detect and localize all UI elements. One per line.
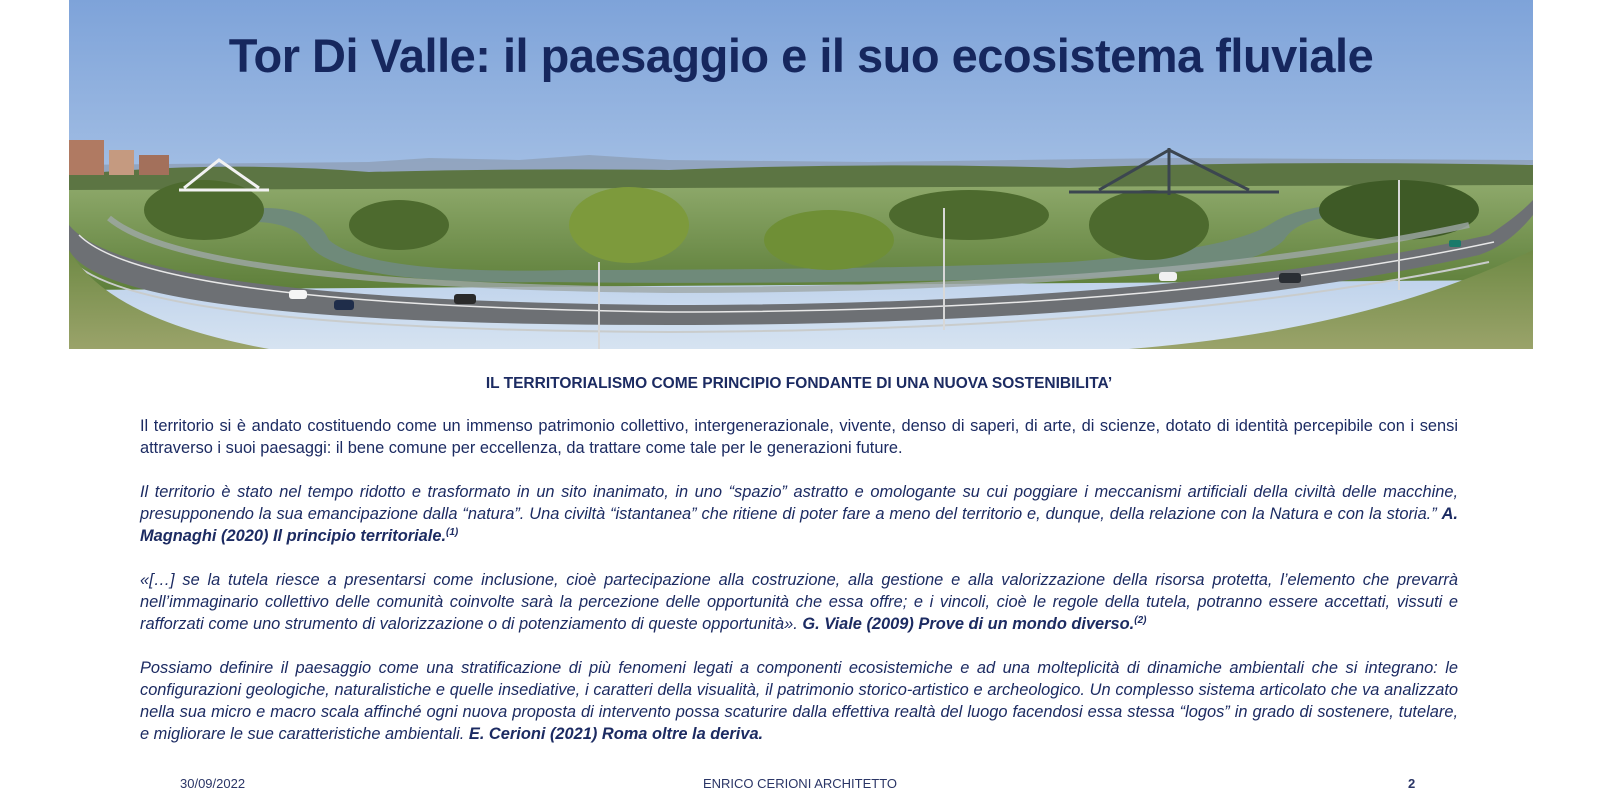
section-heading: IL TERRITORIALISMO COME PRINCIPIO FONDANTE DI UNA NUOVA SOSTENIBILITA’ xyxy=(485,375,1113,392)
footnote-marker-1: (1) xyxy=(446,527,459,538)
quote-magnaghi xyxy=(140,481,1458,547)
page-number: 2 xyxy=(1408,776,1416,791)
footer-author: ENRICO CERIONI ARCHITETTO xyxy=(702,776,898,791)
quote-viale-text: «[…] se la tutela riesce a presentarsi come inclusione, cioè partecipazione alla costruzione, alla gestione e alla valorizzazione della risorsa protetta, l’elemento che prevarrà nell’immaginario collettivo delle comunità coinvolte sarà la percezione delle opportunità che essa offre; e i vincoli, cioè le regole della tutela, potranno essere accettati, vissuti e rafforzati come uno strumento di valorizzazione o di potenziamento di queste opportunità». xyxy=(140,571,1458,633)
slide-body xyxy=(140,375,1458,767)
quote-magnaghi-citation: A. Magnaghi (2020) Il principio territoriale. xyxy=(140,505,1458,545)
paragraph-1 xyxy=(140,415,1458,459)
panorama-photo xyxy=(69,0,1533,349)
footnote-marker-2: (2) xyxy=(1134,615,1147,626)
quote-cerioni xyxy=(140,657,1458,745)
quote-cerioni-citation: E. Cerioni (2021) Roma oltre la deriva. xyxy=(468,725,764,743)
quote-viale xyxy=(140,569,1458,635)
slide-title: Tor Di Valle: il paesaggio e il suo ecosistema fluviale xyxy=(228,29,1374,82)
footer-date: 30/09/2022 xyxy=(180,776,246,791)
quote-viale-citation: G. Viale (2009) Prove di un mondo diverso. xyxy=(802,615,1135,633)
quote-cerioni-text: Possiamo definire il paesaggio come una stratificazione di più fenomeni legati a componenti ecosistemiche e ad una molteplicità di dinamiche ambientali che si integrano: le configurazioni geologiche, naturalistiche e quelle insediative, i caratteri della visualità, il patrimonio storico-artistico e archeologico. Un complesso sistema articolato che va analizzato nella sua micro e macro scala affinché ogni nuova proposta di intervento possa scaturire dalla effettiva realtà del luogo facendosi essa stessa “logos” in grado di sostenere, tutelare, e migliorare le sue caratteristiche ambientali. xyxy=(140,659,1458,743)
quote-magnaghi-text: Il territorio è stato nel tempo ridotto e trasformato in un sito inanimato, in uno “spazio” astratto e omologante su cui poggiare i meccanismi artificiali della civiltà delle macchine, presupponendo la sua emancipazione dalla “natura”. Una civiltà “istantanea” che ritiene di poter fare a meno del territorio e, dunque, della relazione con la Natura e con la storia.” xyxy=(140,483,1458,523)
paragraph-1-text: Il territorio si è andato costituendo come un immenso patrimonio collettivo, intergenerazionale, vivente, denso di saperi, di arte, di scienze, dotato di identità percepibile con i sensi attraverso i suoi paesaggi: il bene comune per eccellenza, da trattare come tale per le generazioni future. xyxy=(140,417,1458,457)
